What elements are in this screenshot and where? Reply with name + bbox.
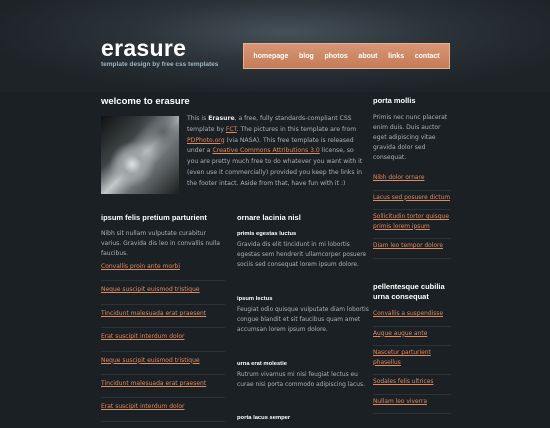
list-item xyxy=(101,258,225,281)
col1-link[interactable]: Erat suscipit interdum dolor xyxy=(101,333,185,341)
intro-erasure: Erasure xyxy=(208,115,235,122)
nav-links[interactable]: links xyxy=(388,52,405,60)
section-title: urna erat molestie xyxy=(237,361,287,367)
list-item xyxy=(373,210,451,239)
welcome-title: welcome to erasure xyxy=(101,96,190,107)
list-item xyxy=(373,171,451,191)
col2-title: ornare lacinia nisl xyxy=(237,213,301,222)
sidebar-link[interactable]: Sodales felis ultrices xyxy=(373,379,434,385)
sidebar-title-1: porta mollis xyxy=(373,96,416,105)
section-title: porta lacus semper xyxy=(237,415,291,421)
header xyxy=(0,0,550,92)
col1-link[interactable]: Neque suscipit euismod tristique xyxy=(101,356,200,364)
sidebar-link[interactable]: Diam leo tempor dolore xyxy=(373,243,443,249)
nav-photos[interactable]: photos xyxy=(324,52,348,60)
intro-text-1: This is xyxy=(187,115,209,122)
link-creative-commons[interactable]: Creative Commons Attributions 3.0 xyxy=(212,147,320,155)
nav-about[interactable]: about xyxy=(358,52,378,60)
list-item xyxy=(101,375,225,398)
section-title: primis egestas luctus xyxy=(237,231,297,237)
site-tagline: template design by free css templates xyxy=(101,61,219,68)
list-item xyxy=(373,395,451,415)
site-logo[interactable]: erasure xyxy=(101,35,187,61)
col1-text: Nibh sit nullam vulputate curabitur varius. Gravida dis leo in convallis nulla faucibus. xyxy=(101,230,220,257)
intro-text-4: (via NASA). This free template is released under a xyxy=(187,136,354,155)
col2-section xyxy=(237,231,369,271)
list-item xyxy=(373,375,451,395)
sidebar-link[interactable]: Sollicitudin tortor quisque primis lorem ipsum xyxy=(373,214,449,230)
list-item xyxy=(373,327,451,347)
col2-section xyxy=(237,296,369,336)
section-text: Rutrum vivamus mi nisi feugiat lectus eu curae nisi porta commodo adipiscing lacus. xyxy=(237,372,365,389)
nav-contact[interactable]: contact xyxy=(414,52,440,60)
sidebar-link[interactable]: Nullam leo viverra xyxy=(373,398,427,405)
sidebar-link[interactable]: Lacus sed posuere dictum xyxy=(373,194,451,201)
list-item xyxy=(373,239,451,259)
nav-blog[interactable]: blog xyxy=(299,52,314,60)
intro-text-3: . The pictures in this template are from xyxy=(236,125,357,133)
list-item xyxy=(373,191,451,211)
list-item xyxy=(101,352,225,375)
sidebar-link[interactable]: Augue augue ante xyxy=(373,330,428,337)
list-item xyxy=(373,307,451,327)
section-text: Feugiat odio quisque vulputate diam lobortis congue blandit et sit faucibus quam amet accumsan lorem ipsum dolore. xyxy=(237,307,369,334)
section-title: ipsum lectus xyxy=(237,296,273,302)
col1-link[interactable]: Erat suscipit interdum dolor xyxy=(101,403,185,411)
sidebar-text: Primis nec nunc placerat enim duis. Duis auctor eget adipiscing vitae gravida dolor sed consequat. xyxy=(373,114,448,161)
welcome-text xyxy=(187,114,365,190)
main-nav xyxy=(243,43,450,69)
list-item xyxy=(373,346,451,375)
sidebar-link[interactable]: Convallis a suspendisse xyxy=(373,311,443,317)
col1-link[interactable]: Neque suscipit euismod tristique xyxy=(101,286,200,294)
sidebar-title-2: pellentesque cubilia urna consequat xyxy=(373,282,445,301)
intro-text-2: , a free, fully standards-compliant CSS template by xyxy=(187,115,352,133)
col2-section xyxy=(237,361,369,390)
nav-homepage[interactable]: homepage xyxy=(253,52,289,60)
col1-link-list xyxy=(101,258,225,422)
sidebar-link[interactable]: Nascetur parturient phasellus xyxy=(373,350,431,366)
col1-link[interactable]: Tincidunt malesuada erat praesent xyxy=(101,379,207,387)
intro-text-5: license, so you are pretty much free to do whatever you want with it (even use it commercially) provided you keep the links in the footer intact. Aside from that, have fun with it :) xyxy=(187,147,363,187)
moon-surface-image xyxy=(101,116,179,194)
section-text: Gravida dis elit tincidunt in mi lobortis egestas sem hendrerit ullamcorper posuere sociis sed consequat lorem ipsum dolore. xyxy=(237,242,367,269)
col1-link[interactable]: Tincidunt malesuada erat praesent xyxy=(101,309,207,317)
col1-title: ipsum felis pretium parturient xyxy=(101,213,207,222)
link-fct[interactable]: FCT xyxy=(225,125,237,133)
sidebar-link-list-1 xyxy=(373,171,451,259)
col2-section xyxy=(237,415,369,424)
list-item xyxy=(101,328,225,351)
sidebar-link-list-2 xyxy=(373,307,451,414)
link-pdphoto[interactable]: PDPhoto.org xyxy=(187,136,225,144)
list-item xyxy=(101,398,225,421)
col1-link[interactable]: Convallis proin ante morbi xyxy=(101,263,181,270)
list-item xyxy=(101,305,225,328)
list-item xyxy=(101,281,225,304)
sidebar-link[interactable]: Nibh dolor ornare xyxy=(373,175,425,181)
